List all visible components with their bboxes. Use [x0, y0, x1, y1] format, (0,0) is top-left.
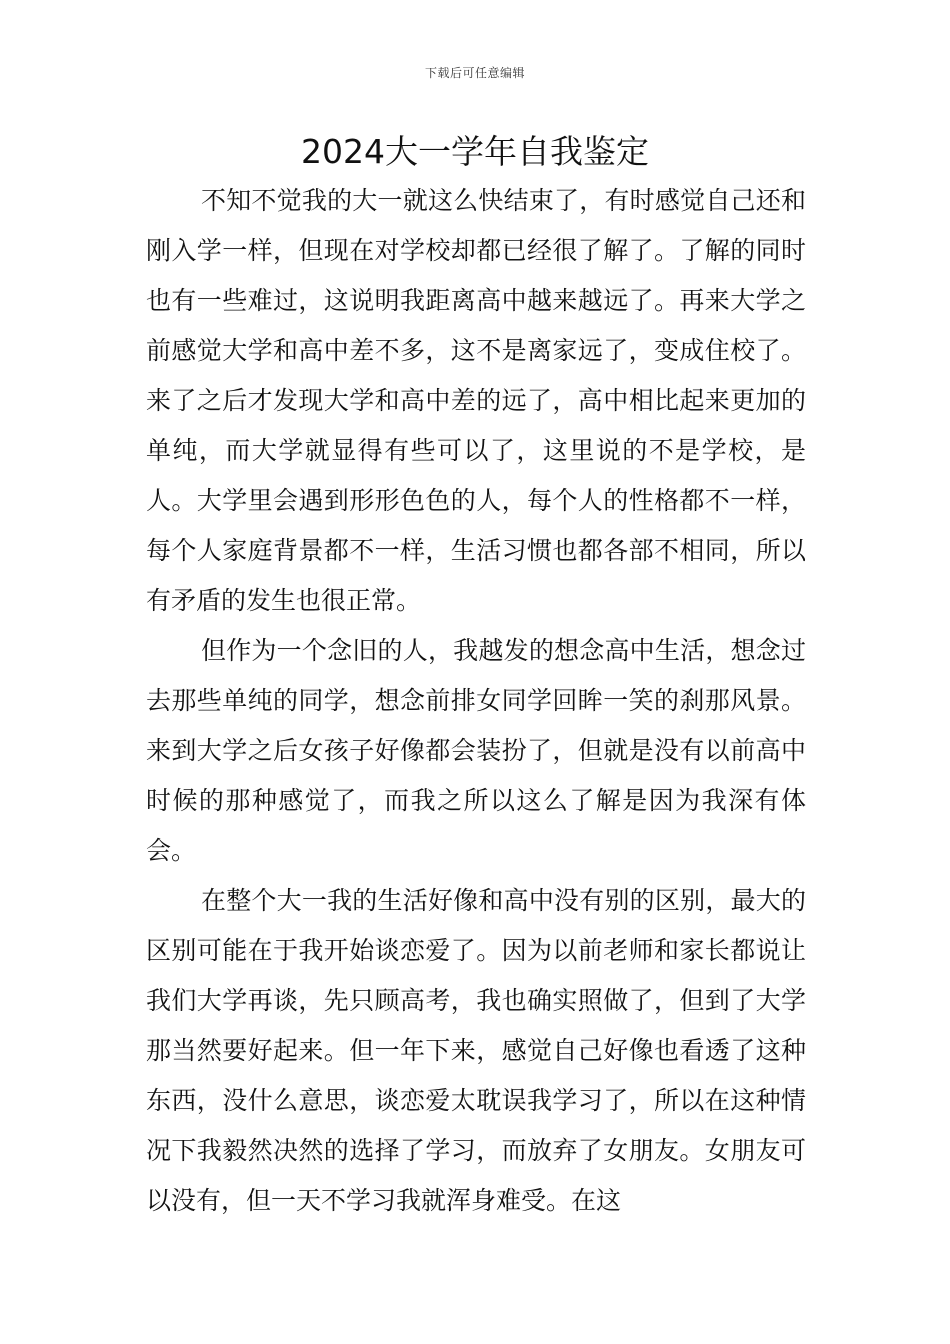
page-header-note: 下载后可任意编辑	[424, 66, 525, 80]
paragraph-1: 不知不觉我的大一就这么快结束了，有时感觉自己还和刚入学一样，但现在对学校却都已经很了解了。了解的同时也有一些难过，这说明我距离高中越来越远了。再来大学之前感觉大学和高中差不多，这不是离家远了，变成住校了。来了之后才发现大学和高中差的远了，高中相比起来更加的单纯，而大学就显得有些可以了，这里说的不是学校，是人。大学里会遇到形形色色的人，每个人的性格都不一样，每个人家庭背景都不一样，生活习惯也都各部不相同，所以有矛盾的发生也很正常。	[146, 186, 806, 615]
document-title: 2024大一学年自我鉴定	[301, 132, 649, 171]
document-body	[146, 176, 806, 1226]
paragraph-3: 在整个大一我的生活好像和高中没有别的区别，最大的区别可能在于我开始谈恋爱了。因为以前老师和家长都说让我们大学再谈，先只顾高考，我也确实照做了，但到了大学那当然要好起来。但一年下来，感觉自己好像也看透了这种东西，没什么意思，谈恋爱太耽误我学习了，所以在这种情况下我毅然决然的选择了学习，而放弃了女朋友。女朋友可以没有，但一天不学习我就浑身难受。在这	[146, 886, 806, 1215]
paragraph-2: 但作为一个念旧的人，我越发的想念高中生活，想念过去那些单纯的同学，想念前排女同学回眸一笑的刹那风景。来到大学之后女孩子好像都会装扮了，但就是没有以前高中时候的那种感觉了，而我之所以这么了解是因为我深有体会。	[146, 636, 806, 865]
